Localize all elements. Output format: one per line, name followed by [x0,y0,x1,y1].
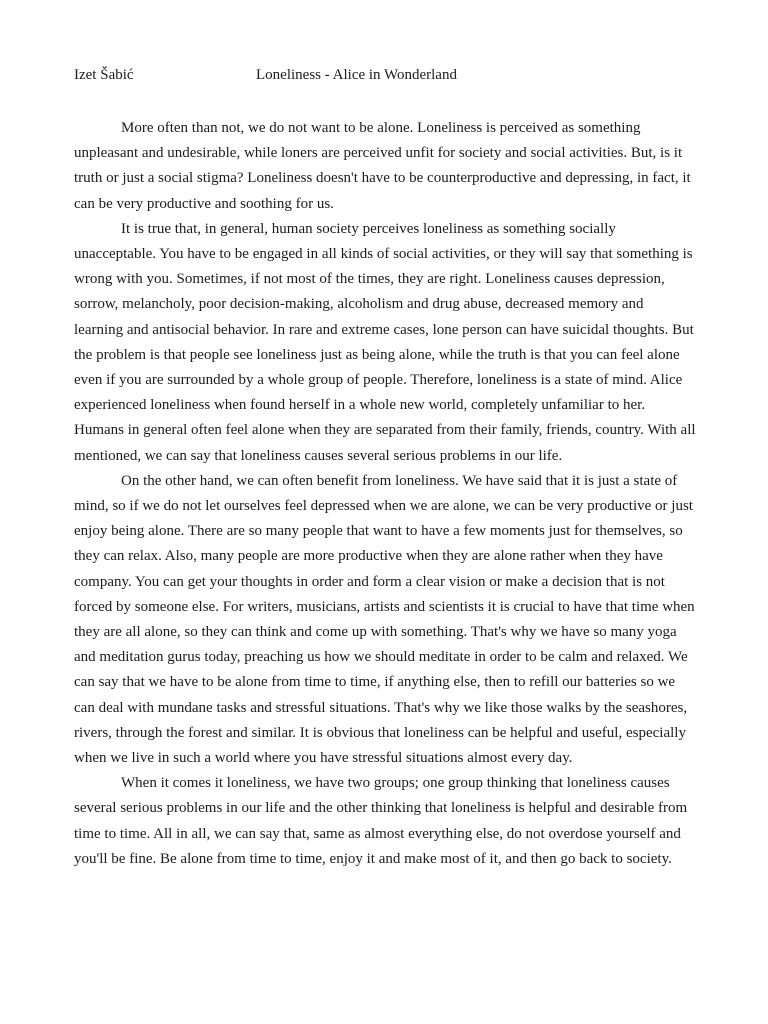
paragraph-2: It is true that, in general, human society perceives loneliness as something socially unacceptable. You have to be engaged in all kinds of social activities, or they will say that something is wrong with you. Sometimes, if not most of the times, they are right. Loneliness causes depression, sorrow, melancholy, poor decision-making, alcoholism and drug abuse, decreased memory and learning and antisocial behavior. In rare and extreme cases, lone person can have suicidal thoughts. But the problem is that people see loneliness just as being alone, while the truth is that you can feel alone even if you are surrounded by a whole group of people. Therefore, loneliness is a state of mind. Alice experienced loneliness when found herself in a whole new world, completely unfamiliar to her. Humans in general often feel alone when they are separated from their family, friends, country. With all mentioned, we can say that loneliness causes several serious problems in our life. [74,220,696,464]
paragraph-1: More often than not, we do not want to be alone. Loneliness is perceived as something unpleasant and undesirable, while loners are perceived unfit for society and social activities. But, is it truth or just a social stigma? Loneliness doesn't have to be counterproductive and depressing, in fact, it can be very productive and soothing for us. [74,120,691,212]
author-name: Izet Šabić [74,67,134,83]
essay-body [74,116,696,872]
document-header [0,67,768,87]
paragraph-3: On the other hand, we can often benefit from loneliness. We have said that it is just a state of mind, so if we do not let ourselves feel depressed when we are alone, we can be very productive or just enjoy being alone. There are so many people that want to have a few moments just for themselves, so they can relax. Also, many people are more productive when they are alone rather when they have company. You can get your thoughts in order and form a clear vision or make a decision that is not forced by someone else. For writers, musicians, artists and scientists it is crucial to have that time when they are all alone, so they can think and come up with something. That's why we have so many yoga and meditation gurus today, preaching us how we should meditate in order to be calm and relaxed. We can say that we have to be alone from time to time, if anything else, then to refill our batteries so we can deal with mundane tasks and stressful situations. That's why we like those walks by the seashores, rivers, through the forest and similar. It is obvious that loneliness can be helpful and useful, especially when we live in such a world where you have stressful situations almost every day. [74,472,695,767]
paragraph-4: When it comes it loneliness, we have two groups; one group thinking that loneliness causes several serious problems in our life and the other thinking that loneliness is helpful and desirable from time to time. All in all, we can say that, same as almost everything else, do not overdose yourself and you'll be fine. Be alone from time to time, enjoy it and make most of it, and then go back to society. [74,775,688,867]
document-title: Loneliness - Alice in Wonderland [256,67,457,83]
